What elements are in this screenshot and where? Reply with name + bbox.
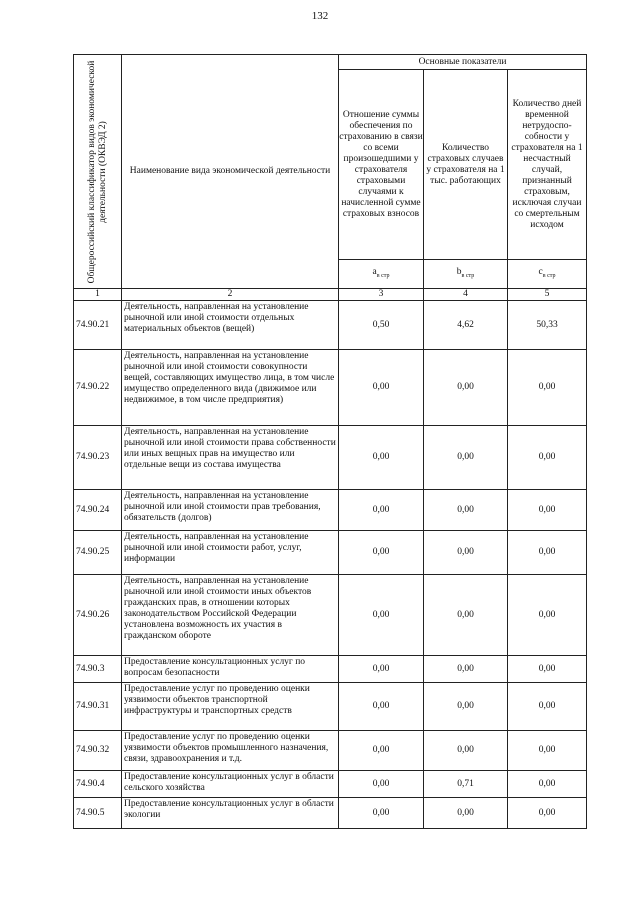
row-value-b: 0,00 [424,731,508,771]
row-value-c: 0,00 [508,771,587,798]
table-row [74,531,587,575]
row-value-b: 4,62 [424,301,508,350]
row-value-a: 0,00 [339,683,424,731]
row-code: 74.90.24 [74,490,122,531]
row-value-a: 0,00 [339,656,424,683]
row-value-a: 0,00 [339,575,424,656]
row-name: Предоставление услуг по проведению оценки уязвимости объектов промышленного назначения, связи, здравоохранения и т.д. [122,731,339,771]
row-value-c: 0,00 [508,426,587,490]
row-value-c: 0,00 [508,575,587,656]
row-value-a: 0,00 [339,798,424,829]
table-row [74,301,587,350]
row-value-c: 50,33 [508,301,587,350]
row-name: Деятельность, направленная на установление рыночной или иной стоимости совокупности вещей, составляющих имущество лица, в том числе имущество определенного вида (движимое или недвижимое, в том числе предприятия) [122,350,339,426]
row-value-b: 0,00 [424,656,508,683]
row-value-b: 0,00 [424,575,508,656]
row-value-a: 0,00 [339,350,424,426]
row-name: Деятельность, направленная на установление рыночной или иной стоимости иных объектов гражданских прав, в отношении которых законодательством Российской Федерации установлена возможность их участия в гражданском обороте [122,575,339,656]
row-value-b: 0,00 [424,798,508,829]
row-value-b: 0,00 [424,683,508,731]
row-value-b: 0,00 [424,531,508,575]
main-indicators-header: Основные показатели [339,55,587,70]
table-row [74,731,587,771]
row-value-a: 0,00 [339,490,424,531]
colnum-1: 1 [74,289,122,301]
row-code: 74.90.5 [74,798,122,829]
row-value-b: 0,00 [424,490,508,531]
col-a-header: Отношение суммы обеспечения по страхованию в связи со всеми произошедшими у страхователя страховыми случаями к начисленной сумме страховых взносов [339,70,424,260]
row-name: Деятельность, направленная на установление рыночной или иной стоимости работ, услуг, информации [122,531,339,575]
row-code: 74.90.4 [74,771,122,798]
row-value-c: 0,00 [508,531,587,575]
col-b-label: $b_{в стр}$ [424,260,508,289]
row-value-a: 0,00 [339,771,424,798]
row-name: Деятельность, направленная на установление рыночной или иной стоимости прав требования, обязательств (долгов) [122,490,339,531]
row-value-b: 0,00 [424,350,508,426]
col-c-header: Количество дней временной нетрудоспо-собности у страхователя на 1 несчастный случай, признанный страховым, исключая случаи со смертельным исходом [508,70,587,260]
table-row [74,490,587,531]
row-value-a: 0,00 [339,731,424,771]
row-name: Деятельность, направленная на установление рыночной или иной стоимости отдельных материальных объектов (вещей) [122,301,339,350]
row-value-a: 0,50 [339,301,424,350]
row-value-b: 0,71 [424,771,508,798]
indicators-table [73,54,587,829]
col-a-label: $a_{в стр}$ [339,260,424,289]
colnum-4: 4 [424,289,508,301]
row-value-b: 0,00 [424,426,508,490]
table-row [74,798,587,829]
row-name: Предоставление консультационных услуг в области сельского хозяйства [122,771,339,798]
row-value-c: 0,00 [508,798,587,829]
row-value-c: 0,00 [508,731,587,771]
row-value-c: 0,00 [508,350,587,426]
table-row [74,683,587,731]
row-value-a: 0,00 [339,426,424,490]
row-name: Предоставление консультационных услуг в области экологии [122,798,339,829]
row-name: Предоставление услуг по проведению оценки уязвимости объектов транспортной инфраструктуры и транспортных средств [122,683,339,731]
row-code: 74.90.26 [74,575,122,656]
row-code: 74.90.21 [74,301,122,350]
colnum-5: 5 [508,289,587,301]
column-number-row [74,289,587,301]
row-value-a: 0,00 [339,531,424,575]
row-name: Деятельность, направленная на установление рыночной или иной стоимости права собственности или иных вещных прав на имущество или отдельные вещи из состава имущества [122,426,339,490]
colnum-2: 2 [122,289,339,301]
row-code: 74.90.32 [74,731,122,771]
table-row [74,426,587,490]
row-code: 74.90.3 [74,656,122,683]
page-number: 132 [311,10,329,22]
table-row [74,771,587,798]
row-name: Предоставление консультационных услуг по вопросам безопасности [122,656,339,683]
row-value-c: 0,00 [508,490,587,531]
table-row [74,656,587,683]
classifier-header: Общероссийский классификатор видов экономической деятельности (ОКВЭД 2) [74,55,122,289]
row-code: 74.90.25 [74,531,122,575]
row-value-c: 0,00 [508,683,587,731]
col-b-header: Количество страховых случаев у страхователя на 1 тыс. работающих [424,70,508,260]
activity-name-header: Наименование вида экономической деятельности [122,55,339,289]
row-code: 74.90.31 [74,683,122,731]
row-code: 74.90.22 [74,350,122,426]
row-code: 74.90.23 [74,426,122,490]
table-row [74,350,587,426]
colnum-3: 3 [339,289,424,301]
row-value-c: 0,00 [508,656,587,683]
table-row [74,575,587,656]
col-c-label: $c_{в стр}$ [508,260,587,289]
